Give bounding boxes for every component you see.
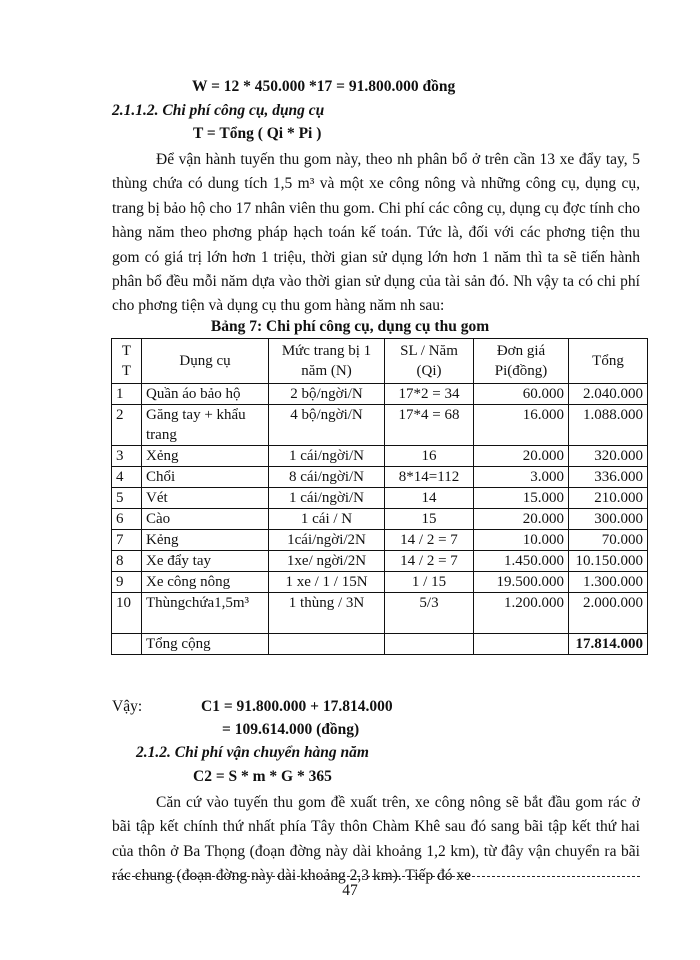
table-row (112, 593, 648, 634)
cell-price: 20.000 (474, 446, 569, 467)
formula-w: W = 12 * 450.000 *17 = 91.800.000 đồng (192, 78, 456, 95)
table-row (112, 572, 648, 593)
cell-rate: 2 bộ/ngời/N (269, 384, 385, 405)
cell-total: 300.000 (569, 509, 648, 530)
cell-tool: Quần áo bảo hộ (142, 384, 269, 405)
cell-tool: Kẻng (142, 530, 269, 551)
cell-rate (269, 634, 385, 655)
table-row (112, 488, 648, 509)
cell-qty: 15 (385, 509, 474, 530)
cell-tt: 2 (112, 405, 142, 446)
cell-rate: 1 thùng / 3N (269, 593, 385, 634)
cell-price: 1.450.000 (474, 551, 569, 572)
cell-tt: 10 (112, 593, 142, 634)
transport-paragraph (112, 791, 640, 889)
cell-price: 60.000 (474, 384, 569, 405)
cell-total: 1.300.000 (569, 572, 648, 593)
cell-tool: Xe đẩy tay (142, 551, 269, 572)
tools-cost-table (111, 338, 648, 655)
cell-price: 3.000 (474, 467, 569, 488)
cell-price: 15.000 (474, 488, 569, 509)
cell-rate: 1 xe / 1 / 15N (269, 572, 385, 593)
header-qty: SL / Năm (Qi) (385, 339, 474, 384)
cell-total: 320.000 (569, 446, 648, 467)
cell-tool: Cào (142, 509, 269, 530)
table-row (112, 551, 648, 572)
cell-tool: Xẻng (142, 446, 269, 467)
table-row (112, 405, 648, 446)
cell-total: 70.000 (569, 530, 648, 551)
total-label: Tổng cộng (142, 634, 269, 655)
cell-tool: Thùngchứa1,5m³ (142, 593, 269, 634)
cell-qty: 8*14=112 (385, 467, 474, 488)
tools-paragraph (112, 148, 640, 319)
cell-tool: Vét (142, 488, 269, 509)
cell-total: 1.088.000 (569, 405, 648, 446)
transport-paragraph-text: Căn cứ vào tuyến thu gom đề xuất trên, xe công nông sẽ bắt đầu gom rác ở bãi tập kết chính thứ nhất phía Tây thôn Chàm Khê sau đó sang bãi tập kết thứ hai của thôn ở Ba Thọng (đoạn đờng này dài khoảng 1,2 km), từ đây vận chuyển ra bãi rác chung (đoạn đờng này dài khoảng 2,3 km). Tiếp đó xe (112, 794, 640, 885)
cell-total: 336.000 (569, 467, 648, 488)
cell-total: 2.000.000 (569, 593, 648, 634)
cell-price (474, 634, 569, 655)
cell-total: 210.000 (569, 488, 648, 509)
header-price: Đơn giá Pi(đồng) (474, 339, 569, 384)
table-header-row (112, 339, 648, 384)
summary-label: Vậy: (112, 698, 143, 715)
c1-formula: C1 = 91.800.000 + 17.814.000 (201, 698, 393, 715)
cell-total: 10.150.000 (569, 551, 648, 572)
cell-price: 20.000 (474, 509, 569, 530)
cell-qty: 16 (385, 446, 474, 467)
cell-qty: 17*2 = 34 (385, 384, 474, 405)
cell-tool: Chổi (142, 467, 269, 488)
cell-tt: 4 (112, 467, 142, 488)
cell-qty: 1 / 15 (385, 572, 474, 593)
footer-divider (112, 876, 640, 877)
total-value: 17.814.000 (569, 634, 648, 655)
cell-price: 10.000 (474, 530, 569, 551)
table-row (112, 509, 648, 530)
cell-qty: 14 / 2 = 7 (385, 530, 474, 551)
cell-price: 19.500.000 (474, 572, 569, 593)
cell-price: 16.000 (474, 405, 569, 446)
cell-total: 2.040.000 (569, 384, 648, 405)
section-heading-transport: 2.1.2. Chi phí vận chuyển hàng năm (136, 744, 369, 761)
cell-tt: 8 (112, 551, 142, 572)
header-rate: Mức trang bị 1 năm (N) (269, 339, 385, 384)
table-row (112, 530, 648, 551)
cell-tt: 6 (112, 509, 142, 530)
header-tool: Dụng cụ (142, 339, 269, 384)
cell-tool: Găng tay + khẩu trang (142, 405, 269, 446)
header-tt: T T (112, 339, 142, 384)
cell-rate: 8 cái/ngời/N (269, 467, 385, 488)
section-heading-tools: 2.1.1.2. Chi phí công cụ, dụng cụ (112, 102, 325, 119)
page-number: 47 (342, 882, 358, 899)
cell-tt (112, 634, 142, 655)
table-row (112, 384, 648, 405)
cell-qty: 5/3 (385, 593, 474, 634)
table-row (112, 467, 648, 488)
cell-tt: 1 (112, 384, 142, 405)
c1-result: = 109.614.000 (đồng) (222, 721, 360, 738)
cell-rate: 4 bộ/ngời/N (269, 405, 385, 446)
cell-tool: Xe công nông (142, 572, 269, 593)
cell-tt: 7 (112, 530, 142, 551)
cell-price: 1.200.000 (474, 593, 569, 634)
cell-rate: 1 cái / N (269, 509, 385, 530)
tools-paragraph-text: Để vận hành tuyến thu gom này, theo nh phân bổ ở trên cần 13 xe đẩy tay, 5 thùng chứa có dung tích 1,5 m³ và một xe công nông và những công cụ, dụng cụ, trang bị bảo hộ cho 17 nhân viên thu gom. Chi phí các công cụ, dụng cụ đợc tính cho hàng năm theo phơng pháp hạch toán kế toán. Tức là, đối với các phơng tiện thu gom có giá trị lớn hơn 1 triệu, thời gian sử dụng lớn hơn 1 năm thì ta sẽ tiến hành phân bổ đều mỗi năm dựa vào thời gian sử dụng của tài sản đó. Nh vậy ta có chi phí cho phơng tiện và dụng cụ thu gom hàng năm nh sau: (112, 151, 640, 315)
cell-tt: 5 (112, 488, 142, 509)
cell-tt: 9 (112, 572, 142, 593)
cell-rate: 1cái/ngời/2N (269, 530, 385, 551)
formula-t: T = Tổng ( Qi * Pi ) (193, 125, 322, 142)
cell-qty: 14 (385, 488, 474, 509)
cell-qty: 17*4 = 68 (385, 405, 474, 446)
cell-rate: 1xe/ ngời/2N (269, 551, 385, 572)
table-row (112, 446, 648, 467)
cell-tt: 3 (112, 446, 142, 467)
header-total: Tổng (569, 339, 648, 384)
table-caption: Bảng 7: Chi phí công cụ, dụng cụ thu gom (210, 318, 490, 335)
table-total-row (112, 634, 648, 655)
formula-c2: C2 = S * m * G * 365 (193, 768, 332, 785)
cell-qty: 14 / 2 = 7 (385, 551, 474, 572)
cell-qty (385, 634, 474, 655)
cell-rate: 1 cái/ngời/N (269, 446, 385, 467)
cell-rate: 1 cái/ngời/N (269, 488, 385, 509)
